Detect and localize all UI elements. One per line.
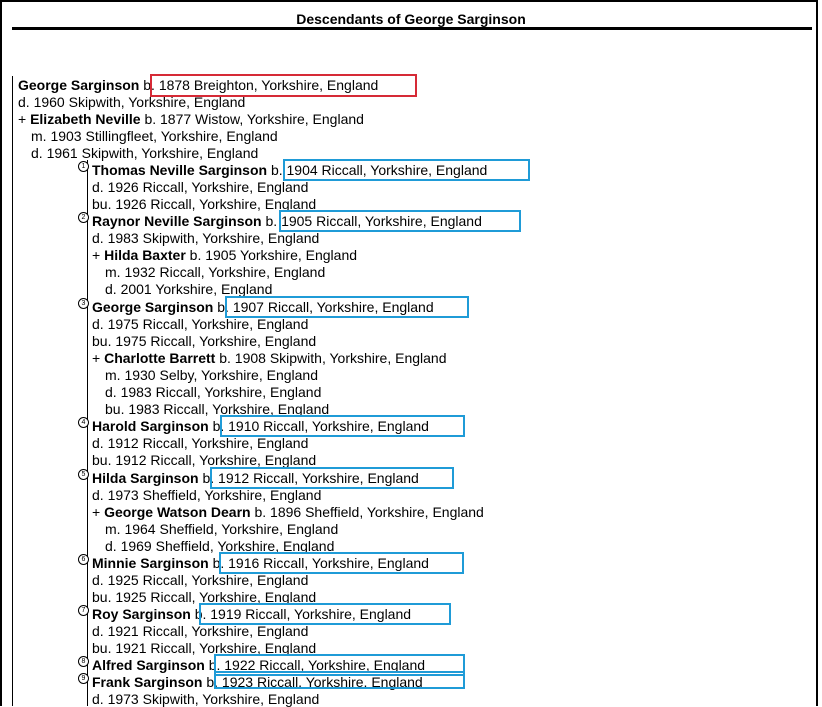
child-birth: b. 1912 Riccall, Yorkshire, England [202, 470, 419, 486]
child-death: d. 1921 Riccall, Yorkshire, England [92, 623, 309, 639]
child-birth: b. 1922 Riccall, Yorkshire, England [208, 657, 426, 673]
child-burial: bu. 1925 Riccall, Yorkshire, England [92, 589, 317, 605]
child-death: d. 1975 Riccall, Yorkshire, England [92, 316, 309, 332]
child-spouse-name: George Watson Dearn [104, 504, 251, 520]
child-spouse-line [92, 247, 357, 263]
child-death: d. 1926 Riccall, Yorkshire, England [92, 179, 309, 195]
root-spouse-line [18, 111, 364, 127]
child-spouse-prefix: + [92, 504, 101, 520]
child-number-badge: 1 [78, 161, 89, 172]
child-number-badge: 3 [78, 298, 89, 309]
child-name: Alfred Sarginson [92, 657, 205, 673]
tree-line-children [87, 160, 88, 706]
tree-line-root [12, 76, 13, 706]
root-spouse-prefix: + [18, 111, 27, 127]
root-death: d. 1960 Skipwith, Yorkshire, England [18, 94, 246, 110]
child-number-badge: 7 [78, 605, 89, 616]
child-spouse-birth: b. 1896 Sheffield, Yorkshire, England [254, 504, 484, 520]
child-spouse-birth: b. 1905 Yorkshire, England [189, 247, 358, 263]
child-name-line [92, 555, 429, 571]
child-death: d. 1973 Skipwith, Yorkshire, England [92, 691, 320, 707]
root-spouse-marriage: m. 1903 Stillingfleet, Yorkshire, England [31, 128, 278, 144]
child-spouse-death: d. 1969 Sheffield, Yorkshire, England [105, 538, 335, 554]
child-death: d. 1925 Riccall, Yorkshire, England [92, 572, 309, 588]
child-burial: bu. 1975 Riccall, Yorkshire, England [92, 333, 317, 349]
child-spouse-birth: b. 1908 Skipwith, Yorkshire, England [219, 350, 447, 366]
child-name: George Sarginson [92, 299, 214, 315]
child-death: d. 1912 Riccall, Yorkshire, England [92, 435, 309, 451]
child-burial: bu. 1921 Riccall, Yorkshire, England [92, 640, 317, 656]
root-birth: b. 1878 Breighton, Yorkshire, England [143, 77, 379, 93]
child-name: Hilda Sarginson [92, 470, 199, 486]
child-name-line [92, 213, 482, 229]
child-number-badge: 8 [78, 656, 89, 667]
root-name-line [18, 77, 378, 93]
child-spouse-death: d. 1983 Riccall, Yorkshire, England [105, 384, 322, 400]
root-spouse-birth: b. 1877 Wistow, Yorkshire, England [144, 111, 364, 127]
child-birth: b. 1923 Riccall, Yorkshire, England [206, 674, 423, 690]
child-spouse-marriage: m. 1932 Riccall, Yorkshire, England [105, 264, 326, 280]
page-title: Descendants of George Sarginson [296, 11, 526, 27]
child-name: Thomas Neville Sarginson [92, 162, 268, 178]
title-rule [12, 27, 812, 30]
child-death: d. 1973 Sheffield, Yorkshire, England [92, 487, 322, 503]
child-spouse-line [92, 504, 484, 520]
child-spouse-name: Charlotte Barrett [104, 350, 216, 366]
child-spouse-prefix: + [92, 247, 101, 263]
child-birth: b. 1905 Riccall, Yorkshire, England [265, 213, 482, 229]
child-spouse-marriage: m. 1930 Selby, Yorkshire, England [105, 367, 318, 383]
child-spouse-prefix: + [92, 350, 101, 366]
child-birth: b. 1904 Riccall, Yorkshire, England [270, 162, 488, 178]
child-name-line [92, 657, 425, 673]
child-name-line [92, 606, 411, 622]
child-number-badge: 6 [78, 554, 89, 565]
child-burial: bu. 1926 Riccall, Yorkshire, England [92, 196, 317, 212]
child-number-badge: 2 [78, 212, 89, 223]
root-name: George Sarginson [18, 77, 140, 93]
child-spouse-line [92, 350, 446, 366]
child-birth: b. 1919 Riccall, Yorkshire, England [194, 606, 412, 622]
child-number-badge: 9 [78, 673, 89, 684]
child-name-line [92, 674, 423, 690]
child-name: Frank Sarginson [92, 674, 203, 690]
child-number-badge: 4 [78, 417, 89, 428]
child-spouse-name: Hilda Baxter [104, 247, 186, 263]
child-name: Minnie Sarginson [92, 555, 209, 571]
child-name-line [92, 418, 429, 434]
child-birth: b. 1916 Riccall, Yorkshire, England [212, 555, 429, 571]
root-spouse-name: Elizabeth Neville [30, 111, 141, 127]
child-name: Harold Sarginson [92, 418, 209, 434]
child-name: Raynor Neville Sarginson [92, 213, 262, 229]
child-death: d. 1983 Skipwith, Yorkshire, England [92, 230, 320, 246]
child-birth: b. 1910 Riccall, Yorkshire, England [212, 418, 429, 434]
child-name-line [92, 162, 487, 178]
root-spouse-death: d. 1961 Skipwith, Yorkshire, England [31, 145, 259, 161]
child-name-line [92, 299, 434, 315]
child-name-line [92, 470, 419, 486]
child-number-badge: 5 [78, 469, 89, 480]
child-birth: b. 1907 Riccall, Yorkshire, England [217, 299, 434, 315]
child-spouse-burial: bu. 1983 Riccall, Yorkshire, England [105, 401, 330, 417]
child-spouse-marriage: m. 1964 Sheffield, Yorkshire, England [105, 521, 339, 537]
child-burial: bu. 1912 Riccall, Yorkshire, England [92, 452, 317, 468]
child-spouse-death: d. 2001 Yorkshire, England [105, 281, 273, 297]
child-name: Roy Sarginson [92, 606, 191, 622]
